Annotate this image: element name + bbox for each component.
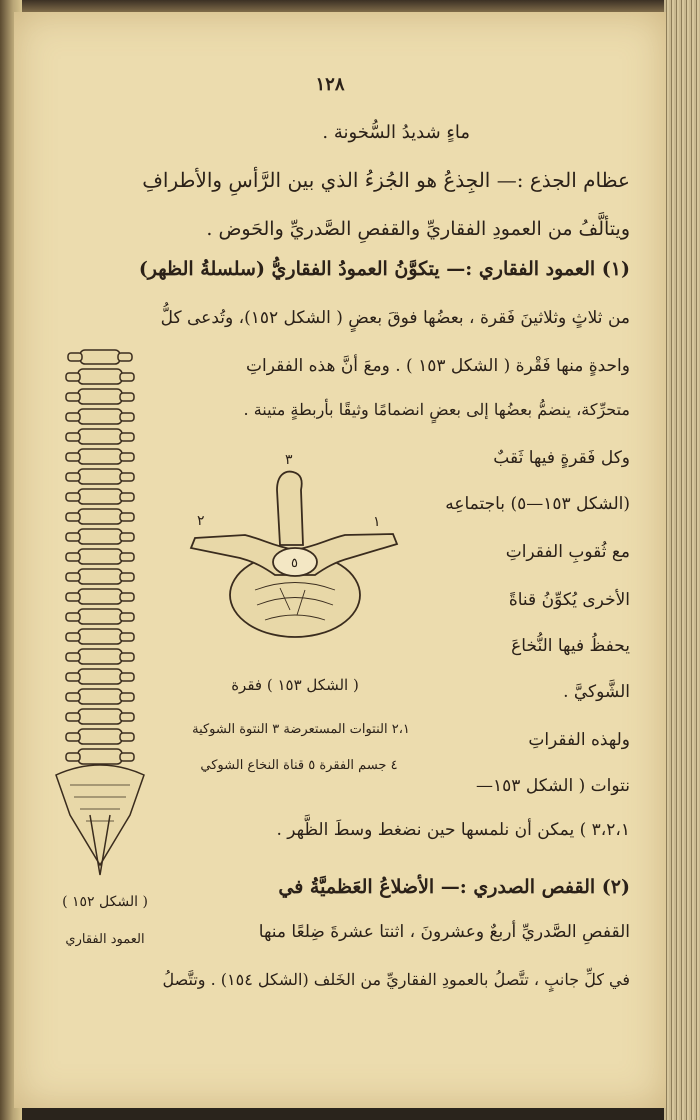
text-line-7: متحرِّكة، ينضمُّ بعضُها إلى بعضٍ انضمامًا وثيقًا بأربطةٍ متينة . bbox=[243, 400, 630, 419]
text-line-13: الشَّوكيَّ . bbox=[563, 682, 630, 702]
figure-152-title: العمود الفقاري bbox=[65, 932, 145, 947]
text-line-3: ويتألَّفُ من العمودِ الفقاريِّ والقفصِ الصَّدريِّ والحَوض . bbox=[206, 218, 630, 240]
text-line-18: القفصِ الصَّدريِّ أربعٌ وعشرونَ ، اثنتا عشرةَ ضِلعًا منها bbox=[258, 922, 630, 942]
text-line-17: (٢) القفص الصدري :— الأضلاعُ العَظميَّةُ في bbox=[278, 876, 630, 898]
text-line-9: (الشكل ١٥٣—٥) باجتماعِه bbox=[445, 494, 630, 514]
text-line-5: من ثلاثٍ وثلاثينَ فَقرة ، بعضُها فوقَ بعضٍ ( الشكل ١٥٢)، وتُدعى كلُّ bbox=[160, 308, 630, 328]
text-line-15: نتوات ( الشكل ١٥٣— bbox=[476, 776, 630, 796]
text-line-16: ٣،٢،١ ) يمكن أن نلمسها حين نضغط وسطَ الظَّهر . bbox=[276, 820, 630, 840]
text-line-1: ماءٍ شديدُ السُّخونة . bbox=[322, 122, 470, 143]
figure-153-legend-line-1: ٢،١ النتوات المستعرضة ٣ النتوة الشوكية bbox=[192, 722, 410, 737]
text-line-6: واحدةٍ منها فَقْرة ( الشكل ١٥٣ ) . ومعَ أنَّ هذه الفقراتِ bbox=[246, 356, 630, 376]
text-line-4: (١) العمود الفقاري :— يتكوَّنُ العمودُ الفقاريُّ (سلسلةُ الظهر) bbox=[138, 258, 630, 280]
vertebra-label-5: ٥ bbox=[291, 556, 298, 571]
text-line-19: في كلِّ جانبٍ ، تتَّصلُ بالعمودِ الفقاريِّ من الخَلف (الشكل ١٥٤) . وتتَّصلُ bbox=[162, 970, 630, 989]
vertebra-label-2: ٢ bbox=[197, 513, 205, 529]
text-line-12: يحفظُ فيها النُّخاعَ bbox=[511, 636, 630, 656]
page-number: ١٢٨ bbox=[315, 74, 345, 95]
text-line-14: ولهذه الفقراتِ bbox=[528, 730, 630, 750]
text-line-10: مع ثُقوبِ الفقراتِ bbox=[505, 542, 630, 562]
text-line-8: وكل فَقرةٍ فيها ثَقبٌ bbox=[493, 448, 630, 468]
figure-152-caption: ( الشكل ١٥٢ ) bbox=[62, 894, 148, 910]
text-line-11: الأخرى يُكوِّنُ قناةً bbox=[508, 590, 630, 610]
vertebra-illustration bbox=[185, 450, 405, 640]
spine-illustration bbox=[50, 345, 150, 880]
vertebra-label-3: ٣ bbox=[285, 452, 293, 468]
vertebra-label-1: ١ bbox=[373, 514, 381, 530]
page-stack-edge bbox=[664, 0, 700, 1120]
figure-153-caption: ( الشكل ١٥٣ ) فقرة bbox=[231, 676, 359, 694]
text-line-2: عظام الجذع :— الجِذعُ هو الجُزءُ الذي بين الرَّأسِ والأطرافِ bbox=[142, 168, 630, 192]
figure-153-legend-line-2: ٤ جسم الفقرة ٥ قناة النخاع الشوكي bbox=[200, 758, 398, 773]
